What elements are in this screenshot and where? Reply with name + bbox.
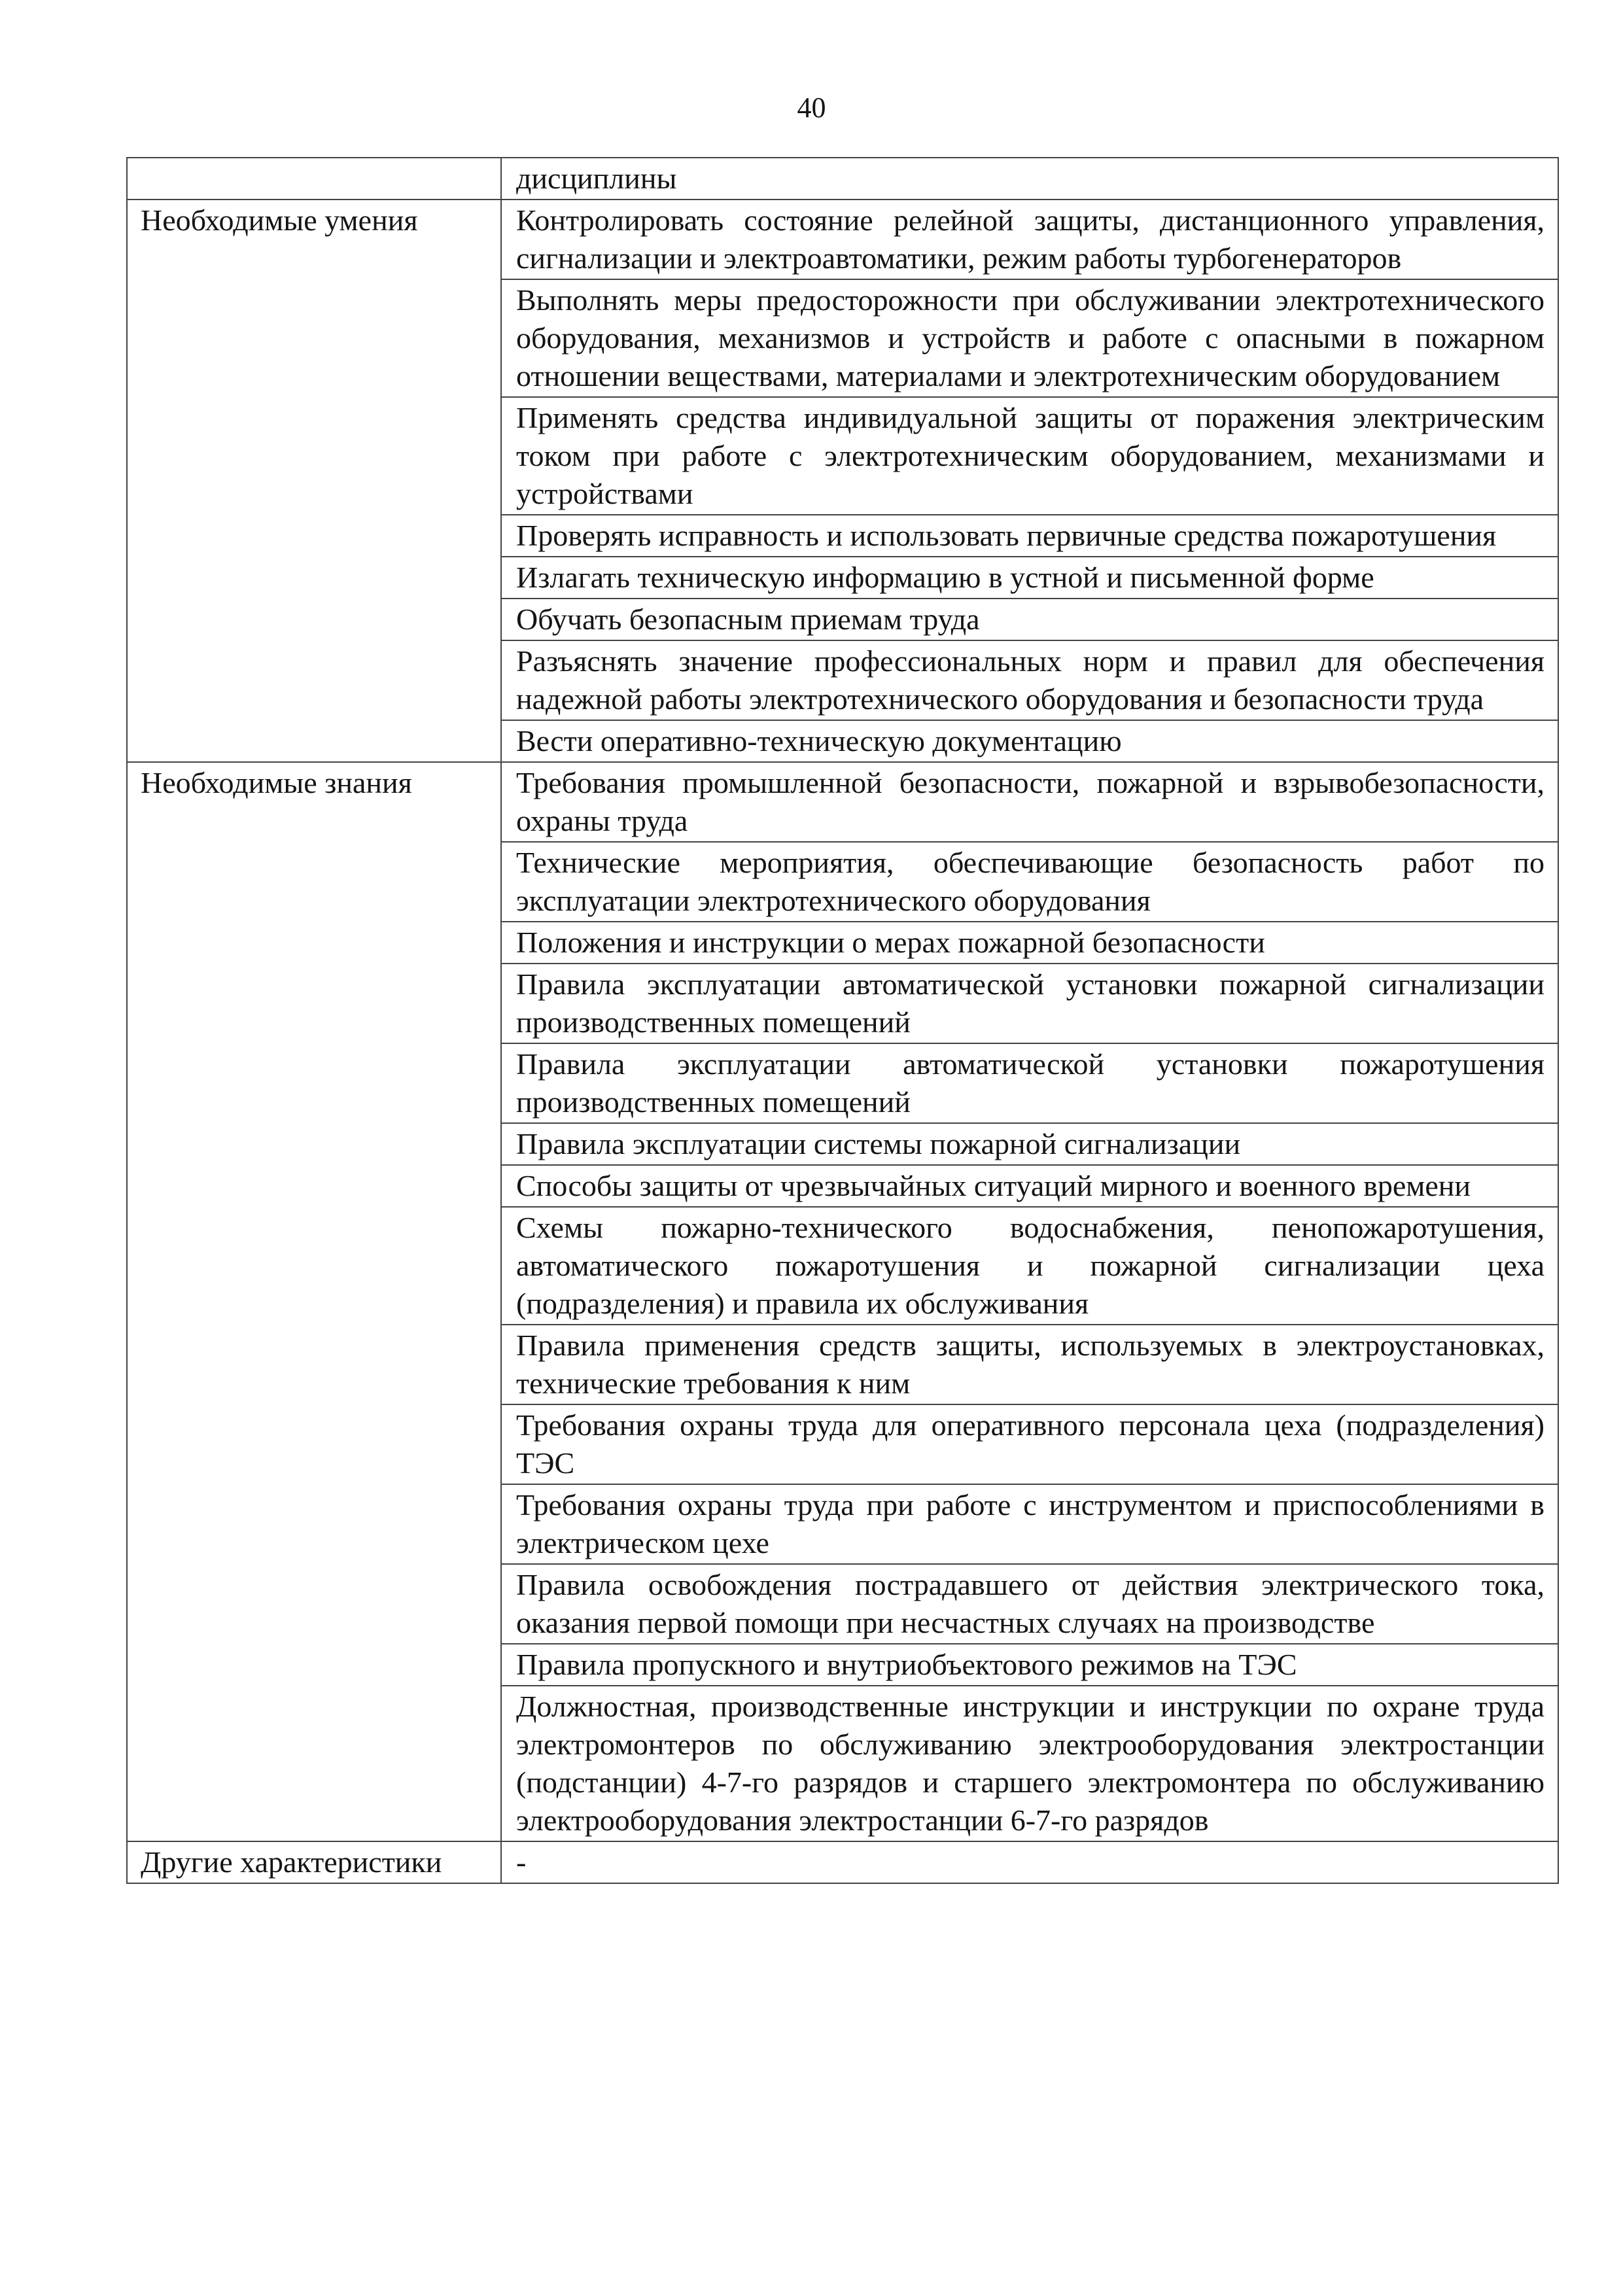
continued-text: дисциплины [501,158,1558,200]
skills-item: Применять средства индивидуальной защиты от поражения электрическим током при работе с электротехническим оборудованием, механизмами и устройствами [501,397,1558,515]
other-value: - [501,1841,1558,1883]
knowledge-item: Правила эксплуатации автоматической установки пожаротушения производственных помещений [501,1043,1558,1123]
table-body [127,158,1558,1883]
skills-item: Проверять исправность и использовать первичные средства пожаротушения [501,515,1558,557]
skills-item: Разъяснять значение профессиональных норм и правил для обеспечения надежной работы электротехнического оборудования и безопасности труда [501,640,1558,720]
skills-item: Выполнять меры предосторожности при обслуживании электротехнического оборудования, механизмов и устройств и работе с опасными в пожарном отношении веществами, материалами и электротехническим оборудованием [501,279,1558,397]
knowledge-item: Правила эксплуатации системы пожарной сигнализации [501,1123,1558,1165]
skills-row [127,200,1558,279]
page-number: 40 [797,92,826,124]
skills-item: Излагать техническую информацию в устной и письменной форме [501,557,1558,599]
other-label: Другие характеристики [127,1841,501,1883]
knowledge-item: Способы защиты от чрезвычайных ситуаций мирного и военного времени [501,1165,1558,1207]
knowledge-item: Схемы пожарно-технического водоснабжения, пенопожаротушения, автоматического пожаротушения и пожарной сигнализации цеха (подразделения) и правила их обслуживания [501,1207,1558,1325]
table-row-continued [127,158,1558,200]
knowledge-item: Технические мероприятия, обеспечивающие безопасность работ по эксплуатации электротехнического оборудования [501,842,1558,922]
knowledge-item: Правила применения средств защиты, используемых в электроустановках, технические требования к ним [501,1325,1558,1404]
knowledge-item: Правила пропускного и внутриобъектового режимов на ТЭС [501,1644,1558,1686]
skills-item: Контролировать состояние релейной защиты, дистанционного управления, сигнализации и электроавтоматики, режим работы турбогенераторов [501,200,1558,279]
skills-item: Обучать безопасным приемам труда [501,599,1558,640]
knowledge-item: Правила эксплуатации автоматической установки пожарной сигнализации производственных помещений [501,964,1558,1043]
skills-label: Необходимые умения [127,200,501,762]
continued-label [127,158,501,200]
other-row [127,1841,1558,1883]
knowledge-row [127,762,1558,842]
qualification-table [126,157,1559,1884]
knowledge-item: Требования охраны труда для оперативного персонала цеха (подразделения) ТЭС [501,1404,1558,1484]
skills-item: Вести оперативно-техническую документацию [501,720,1558,762]
knowledge-item: Требования охраны труда при работе с инструментом и приспособлениями в электрическом цехе [501,1484,1558,1564]
knowledge-item: Требования промышленной безопасности, пожарной и взрывобезопасности, охраны труда [501,762,1558,842]
knowledge-item: Должностная, производственные инструкции и инструкции по охране труда электромонтеров по обслуживанию электрооборудования электростанции (подстанции) 4-7-го разрядов и старшего электромонтера по обслуживанию электрооборудования электростанции 6-7-го разрядов [501,1686,1558,1841]
knowledge-item: Правила освобождения пострадавшего от действия электрического тока, оказания первой помощи при несчастных случаях на производстве [501,1564,1558,1644]
knowledge-item: Положения и инструкции о мерах пожарной безопасности [501,922,1558,964]
knowledge-label: Необходимые знания [127,762,501,1841]
